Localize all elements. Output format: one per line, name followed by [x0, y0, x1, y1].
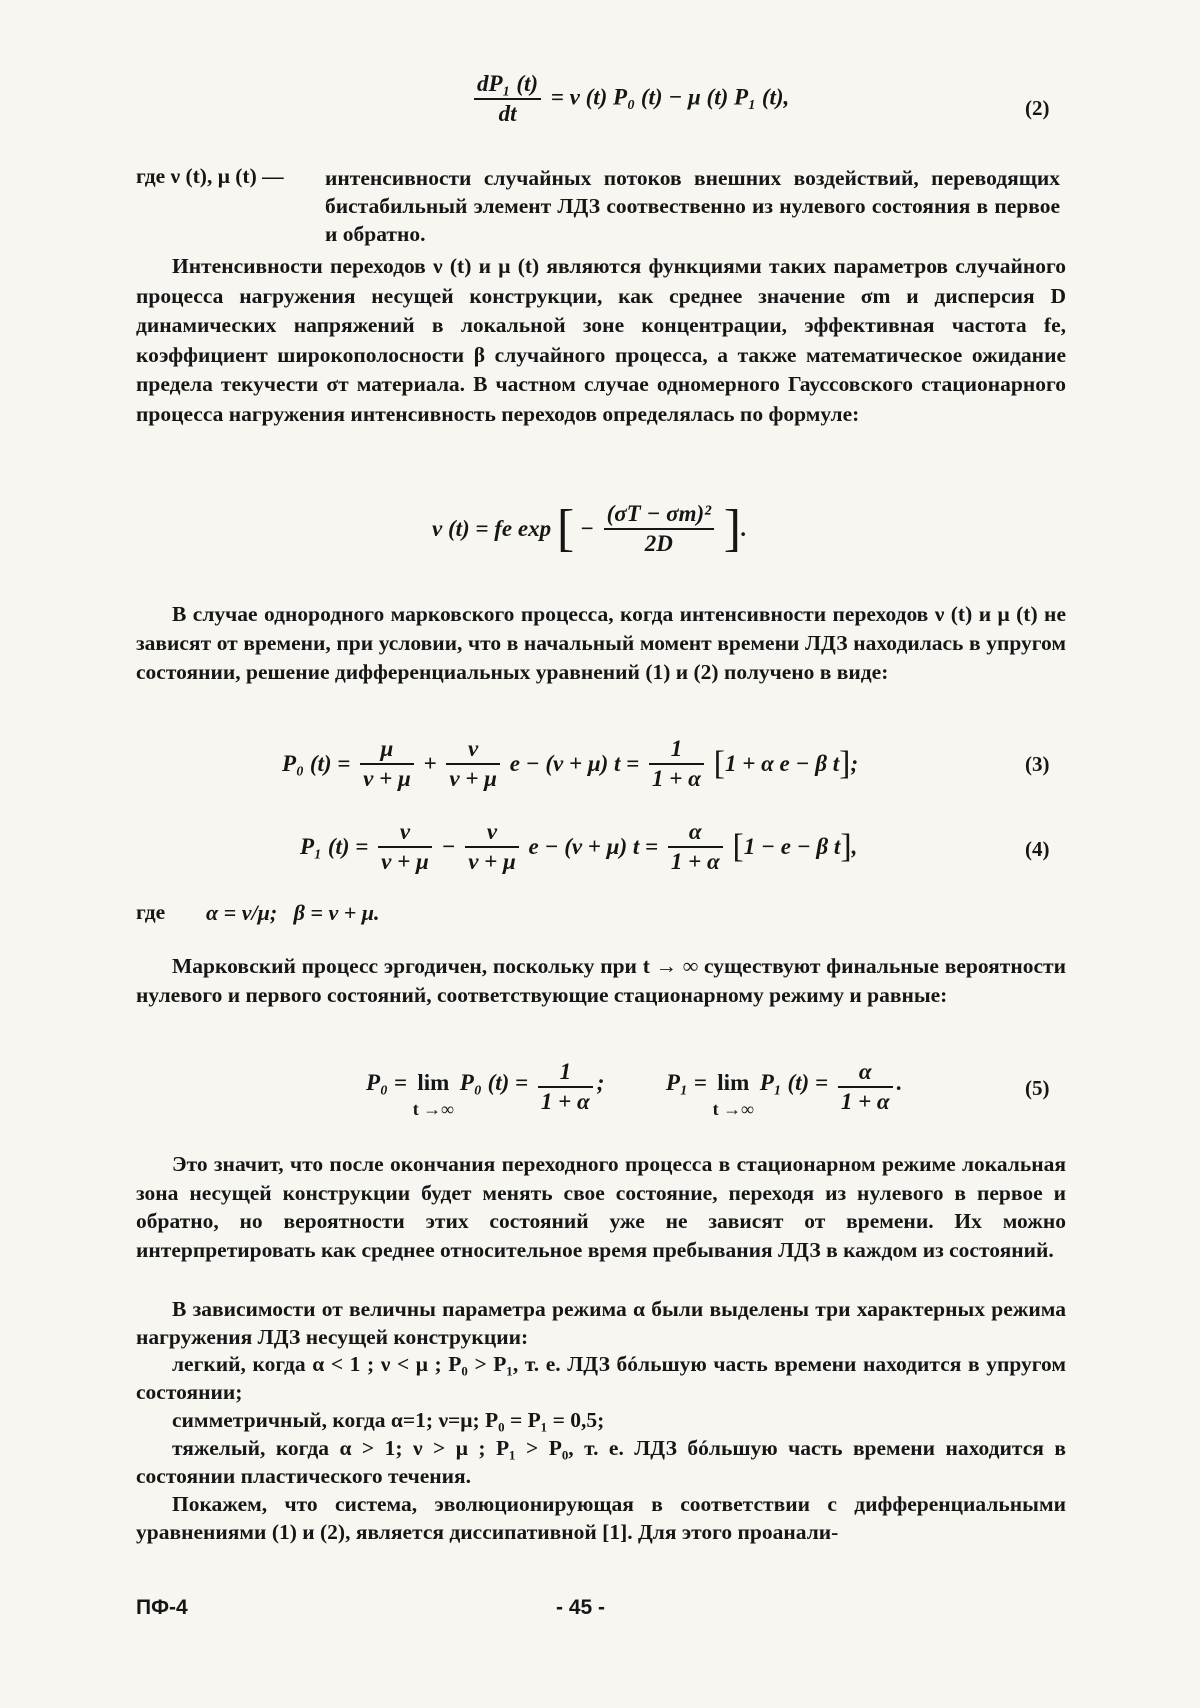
paragraph: Это значит, что после окончания переходного процесса в стационарном режиме локальная зона несущей конструкции будет менять свое состояние, переходя из нулевого в первое и обратно, но вероятности этих состояний уже не зависят от времени. Их можно интерпретировать как среднее относительное время пребывания ЛДЗ в каждом из состояний. [136, 1152, 1066, 1262]
equation-2 [470, 70, 789, 128]
where-label: где ν (t), μ (t) — [136, 164, 284, 188]
denominator: ν + μ [363, 766, 411, 791]
numerator: α [668, 818, 723, 848]
exponential: e − (ν + μ) t = [528, 834, 659, 859]
mode-symmetric: симметричный, когда α=1; ν=μ; P₀ = P₁ = 0,5; [172, 1408, 605, 1432]
fraction [668, 818, 723, 876]
punctuation: ; [850, 751, 859, 776]
limit-subscript: t →∞ [412, 1099, 455, 1119]
denominator: 1 + α [540, 1089, 590, 1114]
limit [413, 1070, 454, 1122]
denominator: ν + μ [468, 849, 516, 874]
footer-left-label: ПФ-4 [136, 1596, 188, 1619]
numerator: ν [465, 818, 519, 848]
denominator: 1 + α [652, 766, 701, 791]
fraction [838, 1058, 893, 1116]
equation-lhs: P₁ (t) = [300, 834, 369, 859]
denominator: dt [498, 101, 517, 126]
numerator: 1 [538, 1058, 593, 1088]
limit-operator: lim [717, 1070, 750, 1095]
numerator: ν [378, 818, 432, 848]
equation-lhs: ν (t) = fe exp [432, 516, 552, 541]
paragraph: В зависимости от величны параметра режима α были выделены три характерных режима нагружения ЛДЗ несущей конструкции: [136, 1297, 1066, 1349]
equation-number: (2) [1025, 96, 1050, 120]
minus-sign: − [579, 516, 594, 541]
limit [713, 1070, 754, 1122]
numerator: (σT − σm)² [604, 500, 714, 530]
paragraph: Марковский процесс эргодичен, поскольку при t → ∞ существуют финальные вероятности нулевого и первого состояний, соответствующие стационарному режиму и равные: [136, 954, 1066, 1007]
equation-lhs: P₀ = [366, 1070, 407, 1095]
numerator: dP₁ (t) [474, 70, 541, 100]
equation-number: (3) [1025, 752, 1050, 776]
denominator: 1 + α [670, 849, 720, 874]
denominator: 2D [644, 531, 673, 556]
page-number: - 45 - [556, 1596, 606, 1619]
numerator: μ [360, 735, 414, 765]
paragraph: Покажем, что система, эволюционирующая в соответствии с дифференциальными уравнениями (1) и (2), является диссипативной [1]. Для этого проанали- [136, 1492, 1066, 1544]
paragraph: В случае однородного марковского процесса, когда интенсивности переходов ν (t) и μ (t) не зависят от времени, при условии, что в начальный момент времени ЛДЗ находилась в упругом состоянии, решение дифференциальных уравнений (1) и (2) получено в виде: [136, 602, 1066, 684]
right-bracket: ] [723, 500, 742, 557]
numerator: 1 [649, 735, 704, 765]
equation-nu: ν (t) = fe exp [ − $\frac{\text{(σT − σm)²}}{2D}$ ]. [432, 500, 747, 557]
fraction [465, 818, 519, 876]
equation-4: P₁ (t) = $\frac{\nu}{\nu + \mu}$ − $\frac{\nu}{\nu + \mu}$ e − (ν + μ) t = $\frac{\alpha}{1 + \alpha}$ [1 − e − β t], [300, 819, 858, 874]
equation-number: (5) [1025, 1076, 1050, 1100]
bracket-content: 1 + α e − β t [724, 751, 840, 776]
equation-5: P₀ = lim t →∞ P₀ (t) = $\frac{1}{1 + \alpha}$ ; P₁ = lim t →∞ P₁ (t) = $\frac{\alpha}{1 + \alpha}$ . [366, 1070, 902, 1122]
where-definition: интенсивности случайных потоков внешних воздействий, переводящих бистабильный элемент ЛДЗ соотвественно из нулевого состояния в первое и обратно. [325, 166, 1060, 246]
denominator: ν + μ [381, 849, 429, 874]
equation-number: (4) [1025, 837, 1050, 861]
equation-mid: P₁ (t) = [759, 1070, 829, 1095]
left-bracket: [ [556, 500, 575, 557]
denominator: ν + μ [449, 766, 497, 791]
limit-operator: lim [417, 1070, 450, 1095]
numerator: ν [446, 735, 500, 765]
fraction [538, 1058, 593, 1116]
equation-lhs: P₁ = [665, 1070, 707, 1095]
mode-heavy: тяжелый, когда α > 1; ν > μ ; P₁ > P₀, т. е. ЛДЗ бóльшую часть времени находится в состоянии пластического течения. [136, 1436, 1066, 1488]
fraction [360, 735, 414, 793]
fraction [649, 735, 704, 793]
equation-lhs: P₀ (t) = [282, 751, 351, 776]
fraction [604, 500, 714, 558]
alpha-beta-definition: α = ν/μ; β = ν + μ. [206, 900, 380, 925]
limit-subscript: t →∞ [712, 1099, 754, 1119]
fraction [446, 735, 500, 793]
equation-mid: P₀ (t) = [459, 1070, 529, 1095]
equation-rhs: = ν (t) P₀ (t) − μ (t) P₁ (t), [550, 84, 790, 110]
bracket-content: 1 − e − β t [743, 834, 841, 859]
mode-light: легкий, когда α < 1 ; ν < μ ; P₀ > P₁, т. е. ЛДЗ бóльшую часть времени находится в упругом состоянии; [136, 1352, 1066, 1404]
fraction [378, 818, 432, 876]
punctuation: , [851, 834, 858, 859]
numerator: α [838, 1058, 893, 1088]
denominator: 1 + α [840, 1089, 890, 1114]
fraction [474, 70, 541, 128]
equation-3: P₀ (t) = $\frac{\mu}{\nu + \mu}$ + $\frac{\nu}{\nu + \mu}$ e − (ν + μ) t = $\frac{1}{1 + \alpha}$ [1 + α e − β t]; [282, 736, 859, 791]
paragraph: Интенсивности переходов ν (t) и μ (t) являются функциями таких параметров случайного процесса нагружения несущей конструкции, как среднее значение σm и дисперсия D динамических напряжений в локальной зоне концентрации, эффективная частота fe, коэффициент широкополосности β случайного процесса, а также математическое ожидание предела текучести σт материала. В частном случае одномерного Гауссовского стационарного процесса нагружения интенсивность переходов определялась по формуле: [136, 254, 1066, 426]
exponential: e − (ν + μ) t = [509, 751, 640, 776]
where-label: где [136, 900, 166, 924]
